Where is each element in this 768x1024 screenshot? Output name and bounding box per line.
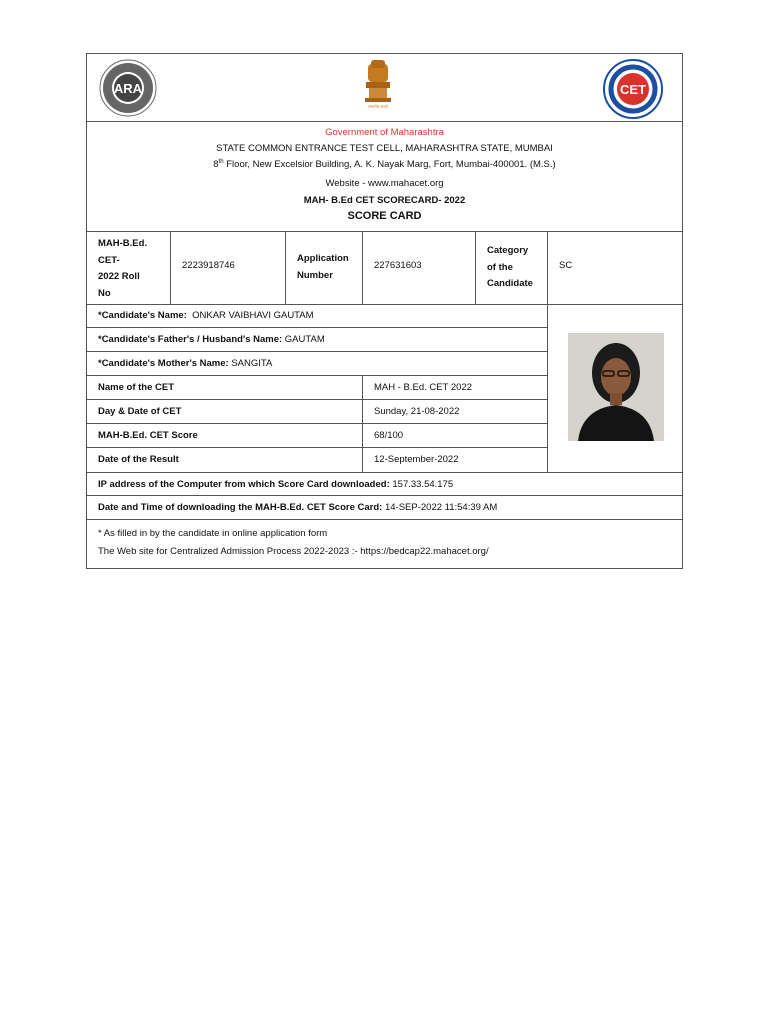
detail-row: [87, 376, 547, 400]
scorecard-title: MAH- B.Ed CET SCORECARD- 2022: [303, 195, 466, 206]
download-label: Date and Time of downloading the MAH-B.Ed. CET Score Card:: [98, 502, 383, 513]
national-emblem: [359, 58, 397, 110]
divider: [362, 231, 363, 304]
floor-suffix: th: [218, 159, 224, 165]
detail-label: Name of the CET: [98, 382, 175, 393]
candidate-name-label: *Candidate's Name:: [98, 310, 187, 321]
divider: [547, 304, 548, 472]
mother-name-label: *Candidate's Mother's Name:: [98, 358, 229, 369]
ip-value: 157.33.54.175: [392, 479, 454, 490]
divider: [547, 231, 548, 304]
emblem-motto: सत्यमेव जयते: [368, 104, 388, 109]
detail-value: 68/100: [374, 430, 404, 441]
logo-band: [87, 54, 682, 122]
score-card: [86, 53, 683, 569]
candidate-name-row: [87, 304, 547, 328]
candidate-photo: [568, 333, 664, 441]
address-text: Floor, New Excelsior Building, A. K. Nayak Marg, Fort, Mumbai-400001. (M.S.): [223, 159, 556, 171]
father-name-value: GAUTAM: [284, 334, 325, 345]
detail-label: Day & Date of CET: [98, 406, 182, 417]
application-number-label: Application Number: [297, 253, 349, 281]
divider: [475, 231, 476, 304]
floor-number: 8: [213, 159, 219, 171]
mother-name-value: SANGITA: [231, 358, 273, 369]
ip-row: [87, 472, 682, 496]
roll-no-value: 2223918746: [182, 260, 235, 271]
ip-label: IP address of the Computer from which Score Card downloaded:: [98, 479, 390, 490]
card-header: [87, 121, 682, 232]
detail-label: MAH-B.Ed. CET Score: [98, 430, 198, 441]
candidate-name-value: ONKAR VAIBHAVI GAUTAM: [192, 310, 314, 321]
ara-logo-text: ARA: [113, 81, 143, 96]
father-name-row: [87, 328, 547, 352]
footer-note: * As filled in by the candidate in online application form: [98, 528, 328, 539]
divider: [285, 231, 286, 304]
cell-name: STATE COMMON ENTRANCE TEST CELL, MAHARASHTRA STATE, MUMBAI: [216, 143, 553, 154]
divider: [170, 231, 171, 304]
download-row: [87, 496, 682, 520]
divider: [362, 376, 363, 472]
roll-no-label: MAH-B.Ed. CET- 2022 Roll No: [98, 238, 148, 299]
score-card-label: SCORE CARD: [347, 210, 422, 222]
footer-website-note: The Web site for Centralized Admission Process 2022-2023 :- https://bedcap22.mahacet.org/: [98, 546, 489, 557]
detail-row: [87, 400, 547, 424]
application-number-value: 227631603: [374, 260, 422, 271]
cet-logo-text: CET: [620, 82, 646, 97]
cet-logo: [603, 59, 663, 119]
address-line: [87, 159, 682, 170]
category-value: SC: [559, 260, 573, 271]
detail-label: Date of the Result: [98, 454, 179, 465]
government-title: Government of Maharashtra: [325, 127, 444, 138]
mother-name-row: [87, 352, 547, 376]
detail-value: 12-September-2022: [374, 454, 459, 465]
detail-value: Sunday, 21-08-2022: [374, 406, 460, 417]
detail-row: [87, 448, 547, 472]
father-name-label: *Candidate's Father's / Husband's Name:: [98, 334, 283, 345]
detail-row: [87, 424, 547, 448]
website-line: Website - www.mahacet.org: [325, 178, 444, 189]
category-label: Category of the Candidate: [487, 245, 533, 289]
ara-logo: [99, 59, 157, 117]
detail-value: MAH - B.Ed. CET 2022: [374, 382, 473, 393]
download-value: 14-SEP-2022 11:54:39 AM: [384, 502, 498, 513]
